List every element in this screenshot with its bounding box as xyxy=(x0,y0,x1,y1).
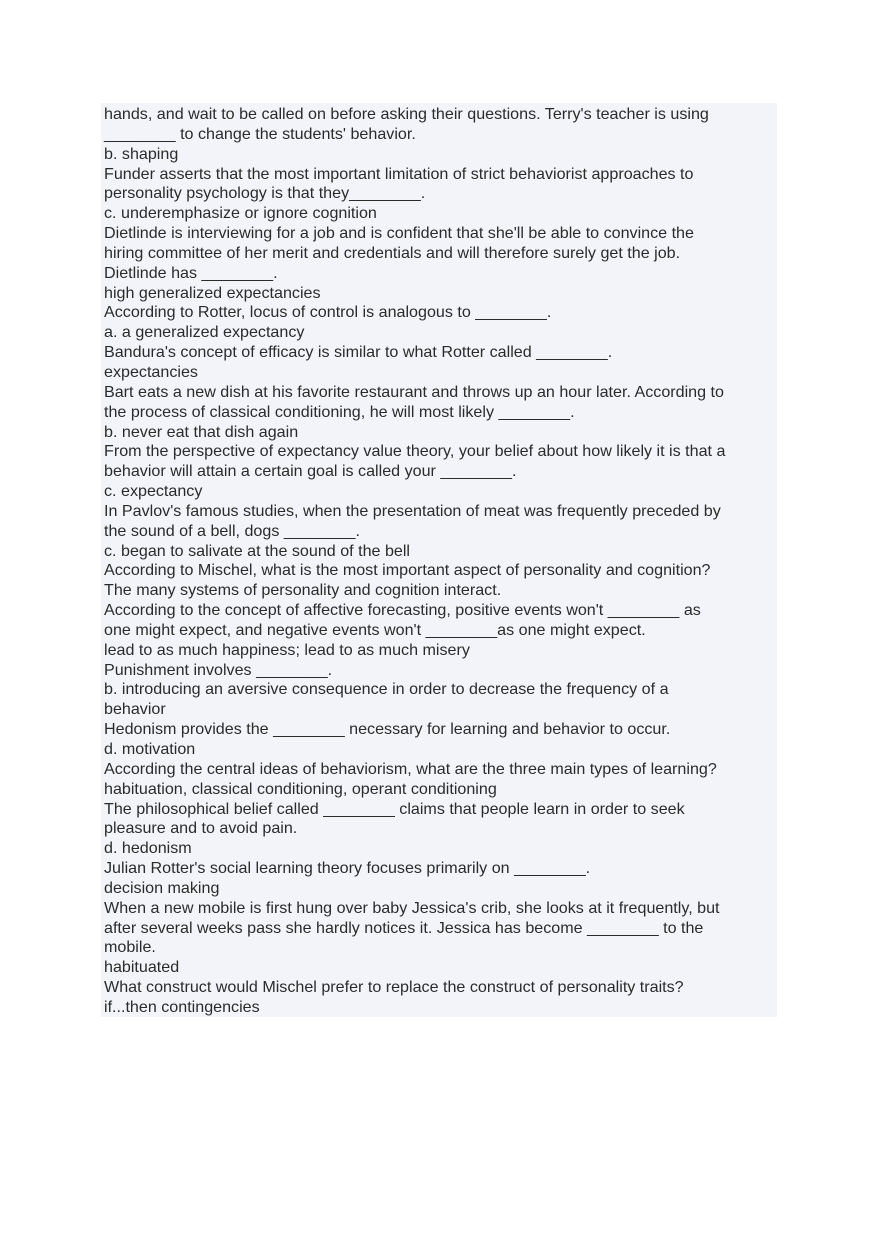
text-line: Funder asserts that the most important limitation of strict behaviorist approaches to xyxy=(104,164,694,183)
text-line: Julian Rotter's social learning theory focuses primarily on ________. xyxy=(104,859,591,878)
text-line: the sound of a bell, dogs ________. xyxy=(104,521,360,540)
text-line: Hedonism provides the ________ necessary for learning and behavior to occur. xyxy=(104,720,671,739)
text-line: Punishment involves ________. xyxy=(104,660,333,679)
text-line: According to Mischel, what is the most important aspect of personality and cognition? xyxy=(104,561,711,580)
text-line: decision making xyxy=(104,878,220,897)
text-line: one might expect, and negative events won't ________as one might expect. xyxy=(104,620,646,639)
text-line: The many systems of personality and cognition interact. xyxy=(104,581,502,600)
text-line: pleasure and to avoid pain. xyxy=(104,819,298,838)
text-line: ________ to change the students' behavior. xyxy=(104,124,416,143)
text-line: Bandura's concept of efficacy is similar to what Rotter called ________. xyxy=(104,343,613,362)
text-line: In Pavlov's famous studies, when the presentation of meat was frequently preceded by xyxy=(104,501,721,520)
text-line: c. underemphasize or ignore cognition xyxy=(104,204,377,223)
text-line: c. expectancy xyxy=(104,482,203,501)
page-content xyxy=(101,103,777,1017)
text-line: expectancies xyxy=(104,362,198,381)
text-line: Bart eats a new dish at his favorite restaurant and throws up an hour later. According to xyxy=(104,382,724,401)
text-line: c. began to salivate at the sound of the bell xyxy=(104,541,410,560)
text-line: high generalized expectancies xyxy=(104,283,321,302)
text-line: mobile. xyxy=(104,938,156,957)
text-line: behavior will attain a certain goal is called your ________. xyxy=(104,462,517,481)
text-line: Dietlinde has ________. xyxy=(104,263,278,282)
text-line: after several weeks pass she hardly notices it. Jessica has become ________ to the xyxy=(104,918,704,937)
text-line: What construct would Mischel prefer to replace the construct of personality traits? xyxy=(104,978,684,997)
text-line: hands, and wait to be called on before asking their questions. Terry's teacher is using xyxy=(104,105,709,123)
text-line: According the central ideas of behaviorism, what are the three main types of learning? xyxy=(104,759,717,778)
text-line: When a new mobile is first hung over baby Jessica's crib, she looks at it frequently, but xyxy=(104,898,720,917)
text-line: if...then contingencies xyxy=(104,997,260,1016)
text-line: b. shaping xyxy=(104,144,179,163)
text-line: b. never eat that dish again xyxy=(104,422,299,441)
text-line: the process of classical conditioning, he will most likely ________. xyxy=(104,402,575,421)
text-line: behavior xyxy=(104,700,166,719)
text-line: lead to as much happiness; lead to as much misery xyxy=(104,640,470,659)
text-line: personality psychology is that they________. xyxy=(104,184,426,203)
text-line: habituation, classical conditioning, operant conditioning xyxy=(104,779,497,798)
text-line: According to the concept of affective forecasting, positive events won't ________ as xyxy=(104,601,701,620)
text-line: hiring committee of her merit and credentials and will therefore surely get the job. xyxy=(104,243,681,262)
text-line: d. hedonism xyxy=(104,839,192,858)
text-line: a. a generalized expectancy xyxy=(104,323,305,342)
text-line: The philosophical belief called ________ claims that people learn in order to seek xyxy=(104,799,685,818)
text-line: d. motivation xyxy=(104,740,196,758)
text-line: According to Rotter, locus of control is analogous to ________. xyxy=(104,303,552,322)
text-line: Dietlinde is interviewing for a job and is confident that she'll be able to convince the xyxy=(104,224,694,243)
text-line: habituated xyxy=(104,958,180,977)
text-line: From the perspective of expectancy value theory, your belief about how likely it is that a xyxy=(104,442,726,461)
text-line: b. introducing an aversive consequence in order to decrease the frequency of a xyxy=(104,680,669,699)
